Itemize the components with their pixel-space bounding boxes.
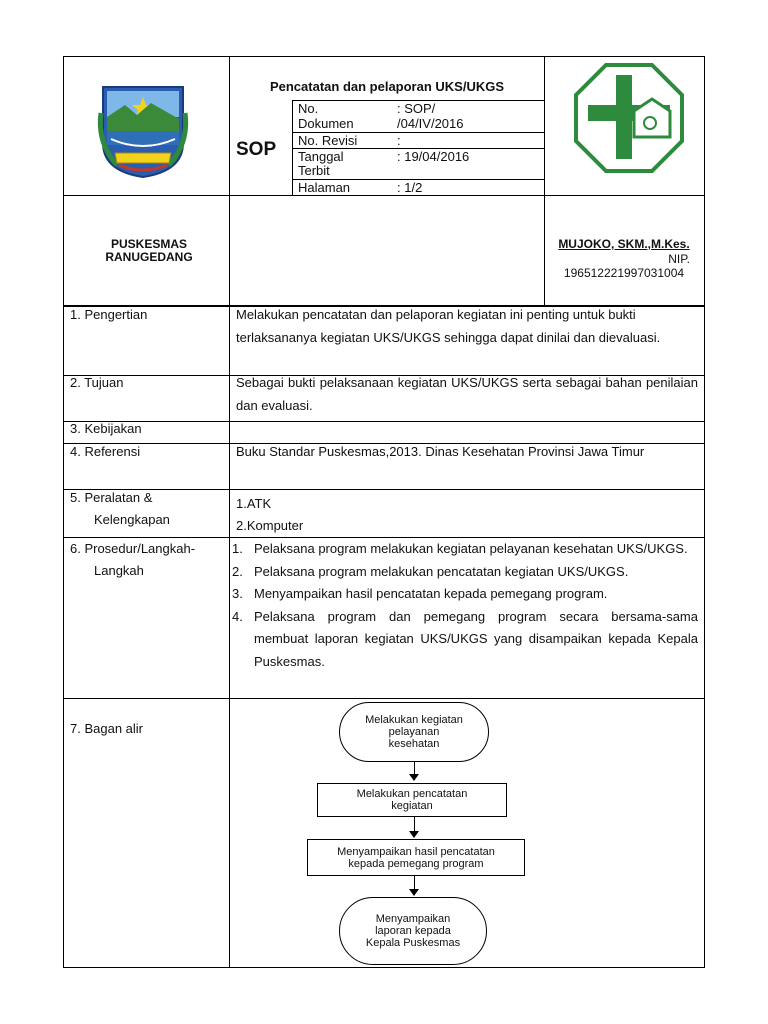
regional-crest-logo [97,83,189,179]
section-5-label-line1: 5. Peralatan & [70,490,153,505]
section-5-label-line2: Kelengkapan [94,512,170,527]
meta-revisi-label: No. Revisi [298,133,358,148]
section-4-text: Buku Standar Puskesmas,2013. Dinas Kesehatan Provinsi Jawa Timur [236,444,645,459]
meta-halaman-value: : 1/2 [397,180,423,195]
label-column-rule [229,57,230,967]
flow-node-end: Menyampaikan laporan kepada Kepala Puskesmas [339,897,487,965]
flow-node-process-2: Menyampaikan hasil pencatatan kepada pemegang program [307,839,525,876]
meta-no-value-2: /04/IV/2016 [397,116,464,131]
org-name-line2: RANUGEDANG [105,250,193,264]
section-1-label: 1. Pengertian [70,307,148,322]
section-5-item-2: 2.Komputer [236,518,304,533]
meta-tanggal-value: : 19/04/2016 [397,149,470,164]
header-bottom-rule [64,195,704,196]
meta-tanggal-label: Tanggal [298,149,344,164]
flow-node-process-1: Melakukan pencatatan kegiatan [317,783,507,817]
meta-no-value-1: : SOP/ [397,101,436,116]
procedure-step: 4. Pelaksana program dan pemegang program secara bersama-sama membuat laporan kegiatan UKS/UKGS yang disampaikan kepada Kepala Puskesmas. [232,608,698,669]
org-name-line1: PUSKESMAS [110,237,187,251]
procedure-step: 2. Pelaksana program melakukan pencatatan kegiatan UKS/UKGS. [232,563,629,579]
section-1-text: Melakukan pencatatan dan pelaporan kegiatan ini penting untuk bukti terlaksananya kegiatan UKS/UKGS sehingga dapat dinilai dan dievaluasi. [236,307,661,345]
section-2-label: 2. Tujuan [70,375,124,390]
section-7-label: 7. Bagan alir [70,721,143,736]
section-6-label-line2: Langkah [94,563,144,578]
signer-nip: 196512221997031004 [563,266,685,280]
signer-name: MUJOKO, SKM.,M.Kes. [558,237,690,251]
sop-label: SOP [236,139,277,160]
section-2-text: Sebagai bukti pelaksanaan kegiatan UKS/UKGS serta sebagai bahan penilaian dan evaluasi. [236,375,698,413]
section-4-label: 4. Referensi [70,444,141,459]
arrow-down-icon [409,889,419,896]
meta-dokumen-label: Dokumen [298,116,354,131]
procedure-step: 1. Pelaksana program melakukan kegiatan pelayanan kesehatan UKS/UKGS. [232,541,688,556]
section-5-item-1: 1.ATK [236,496,272,511]
flow-node-start: Melakukan kegiatan pelayanan kesehatan [339,702,489,762]
meta-revisi-value: : [397,133,401,148]
procedure-step: 3. Menyampaikan hasil pencatatan kepada pemegang program. [232,586,608,601]
meta-halaman-label: Halaman [298,180,351,195]
arrow-down-icon [409,831,419,838]
row-rule-2 [64,421,704,422]
procedure-steps [230,538,698,673]
row-rule-4 [64,489,704,490]
arrow-down-icon [409,774,419,781]
section-3-label: 3. Kebijakan [70,421,142,436]
sop-document-frame [63,56,705,968]
header-right-column-rule [544,57,545,305]
section-6-label-line1: 6. Prosedur/Langkah- [70,541,196,556]
row-rule-6 [64,698,704,699]
health-cross-logo [574,63,684,173]
signer-nip-label: NIP. [668,252,690,266]
meta-no-label: No. [298,101,319,116]
document-title: Pencatatan dan pelaporan UKS/UKGS [269,79,505,94]
meta-terbit-label: Terbit [298,163,330,178]
